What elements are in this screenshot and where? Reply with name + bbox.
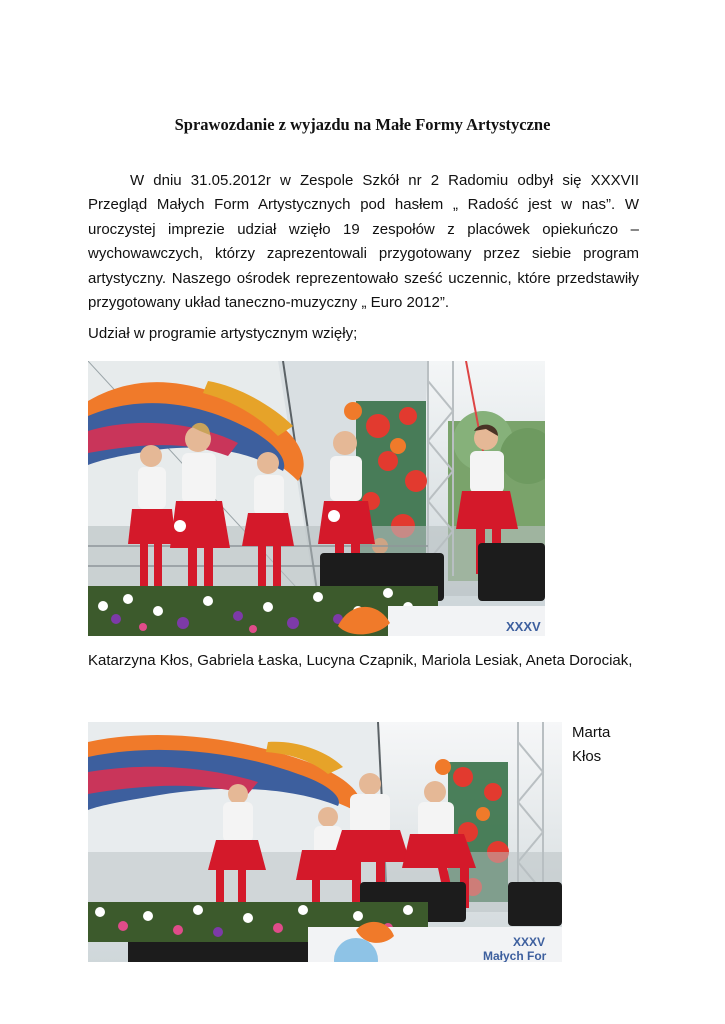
document-title: Sprawozdanie z wyjazdu na Małe Formy Artystyczne [174,115,551,134]
participants-names: Katarzyna Kłos, Gabriela Łaska, Lucyna Czapnik, Mariola Lesiak, Aneta Dorociak, [88,652,633,669]
photo1-banner-text: XXXV [506,619,541,634]
dance-performance-photo-2 [88,722,562,962]
photo2-banner-line1: XXXV [513,935,546,949]
participant-first-name-line: Marta [572,724,611,741]
photo2-banner-line2: Małych For [483,949,547,962]
participant-surname-line: Kłos [572,748,602,765]
report-paragraph: W dniu 31.05.2012r w Zespole Szkół nr 2 Radomiu odbył się XXXVII Przegląd Małych Form Artystycznych pod hasłem „ Radość jest w nas”. W uroczystej imprezie udział wzięło 19 zespołów z placówek opiekuńczo – wychowawczych, którzy zaprezentowali przygotowany przez siebie program artystyczny. Naszego ośrodek reprezentowało sześć uczennic, które przedstawiły przygotowany układ taneczno-muzyczny „ Euro 2012”. [88,172,639,312]
participant-last-name [572,721,652,769]
dance-performance-photo-1 [88,361,545,636]
participants-intro: Udział w programie artystycznym wzięły; [88,325,358,342]
